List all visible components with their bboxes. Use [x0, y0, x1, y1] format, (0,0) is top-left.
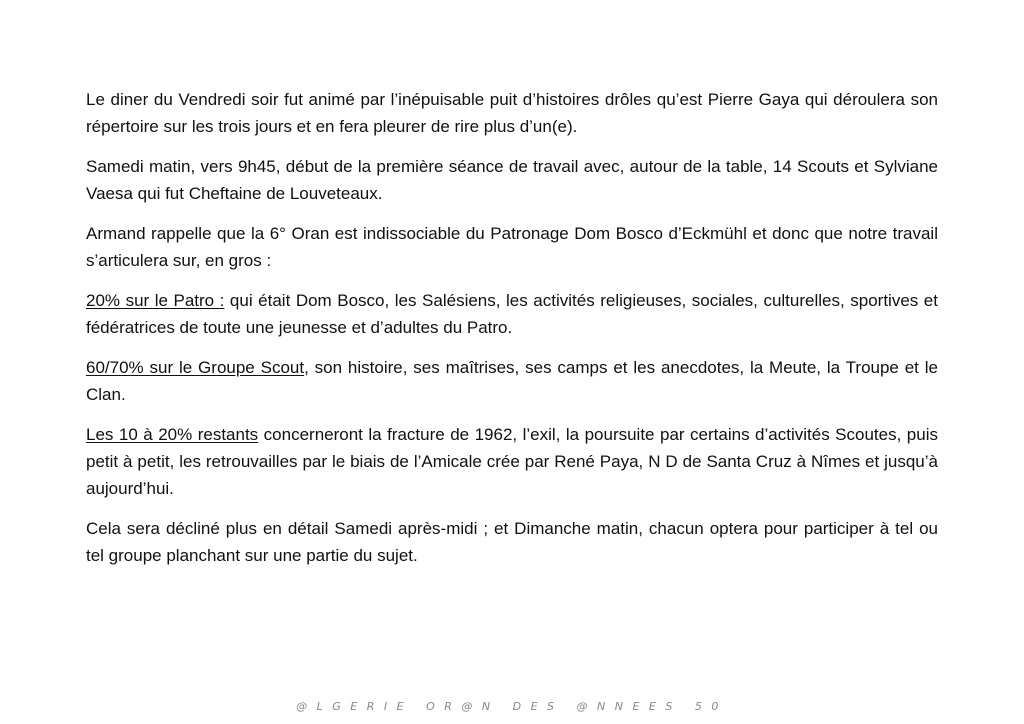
paragraph-remaining-share [86, 421, 938, 502]
paragraph-patro-share [86, 287, 938, 341]
underlined-heading: 60/70% sur le Groupe Scout [86, 358, 305, 377]
paragraph-text: Le diner du Vendredi soir fut animé par l’inépuisable puit d’histoires drôles qu’est Pierre Gaya qui déroulera son répertoire sur les trois jours et en fera pleurer de rire plus d’un(e). [86, 90, 938, 136]
paragraph-text: concerneront la fracture de 1962, l’exil, la poursuite par certains d’activités Scoutes, puis petit à petit, les retrouvailles par le biais de l’Amicale crée par René Paya, N D de Santa Cruz à Nîmes et jusqu’à aujourd’hui. [86, 425, 938, 498]
paragraph-text: Samedi matin, vers 9h45, début de la première séance de travail avec, autour de la table, 14 Scouts et Sylviane Vaesa qui fut Cheftaine de Louveteaux. [86, 157, 938, 203]
paragraph-scout-group-share [86, 354, 938, 408]
paragraph-armand-plan [86, 220, 938, 274]
paragraph-weekend-details [86, 515, 938, 569]
underlined-heading: 20% sur le Patro : [86, 291, 225, 310]
paragraph-saturday-session [86, 153, 938, 207]
paragraph-text: Cela sera décliné plus en détail Samedi après-midi ; et Dimanche matin, chacun optera pour participer à tel ou tel groupe planchant sur une partie du sujet. [86, 519, 938, 565]
paragraph-text: Armand rappelle que la 6° Oran est indissociable du Patronage Dom Bosco d’Eckmühl et donc que notre travail s’articulera sur, en gros : [86, 224, 938, 270]
document-body [86, 86, 938, 582]
underlined-heading: Les 10 à 20% restants [86, 425, 259, 444]
page-footer: @LGERIE OR@N DES @NNEES 50 [296, 700, 728, 713]
paragraph-text: , son histoire, ses maîtrises, ses camps et les anecdotes, la Meute, la Troupe et le Clan. [86, 358, 938, 404]
paragraph-text: qui était Dom Bosco, les Salésiens, les activités religieuses, sociales, culturelles, sportives et fédératrices de toute une jeunesse et d’adultes du Patro. [86, 291, 938, 337]
paragraph-friday-dinner [86, 86, 938, 140]
